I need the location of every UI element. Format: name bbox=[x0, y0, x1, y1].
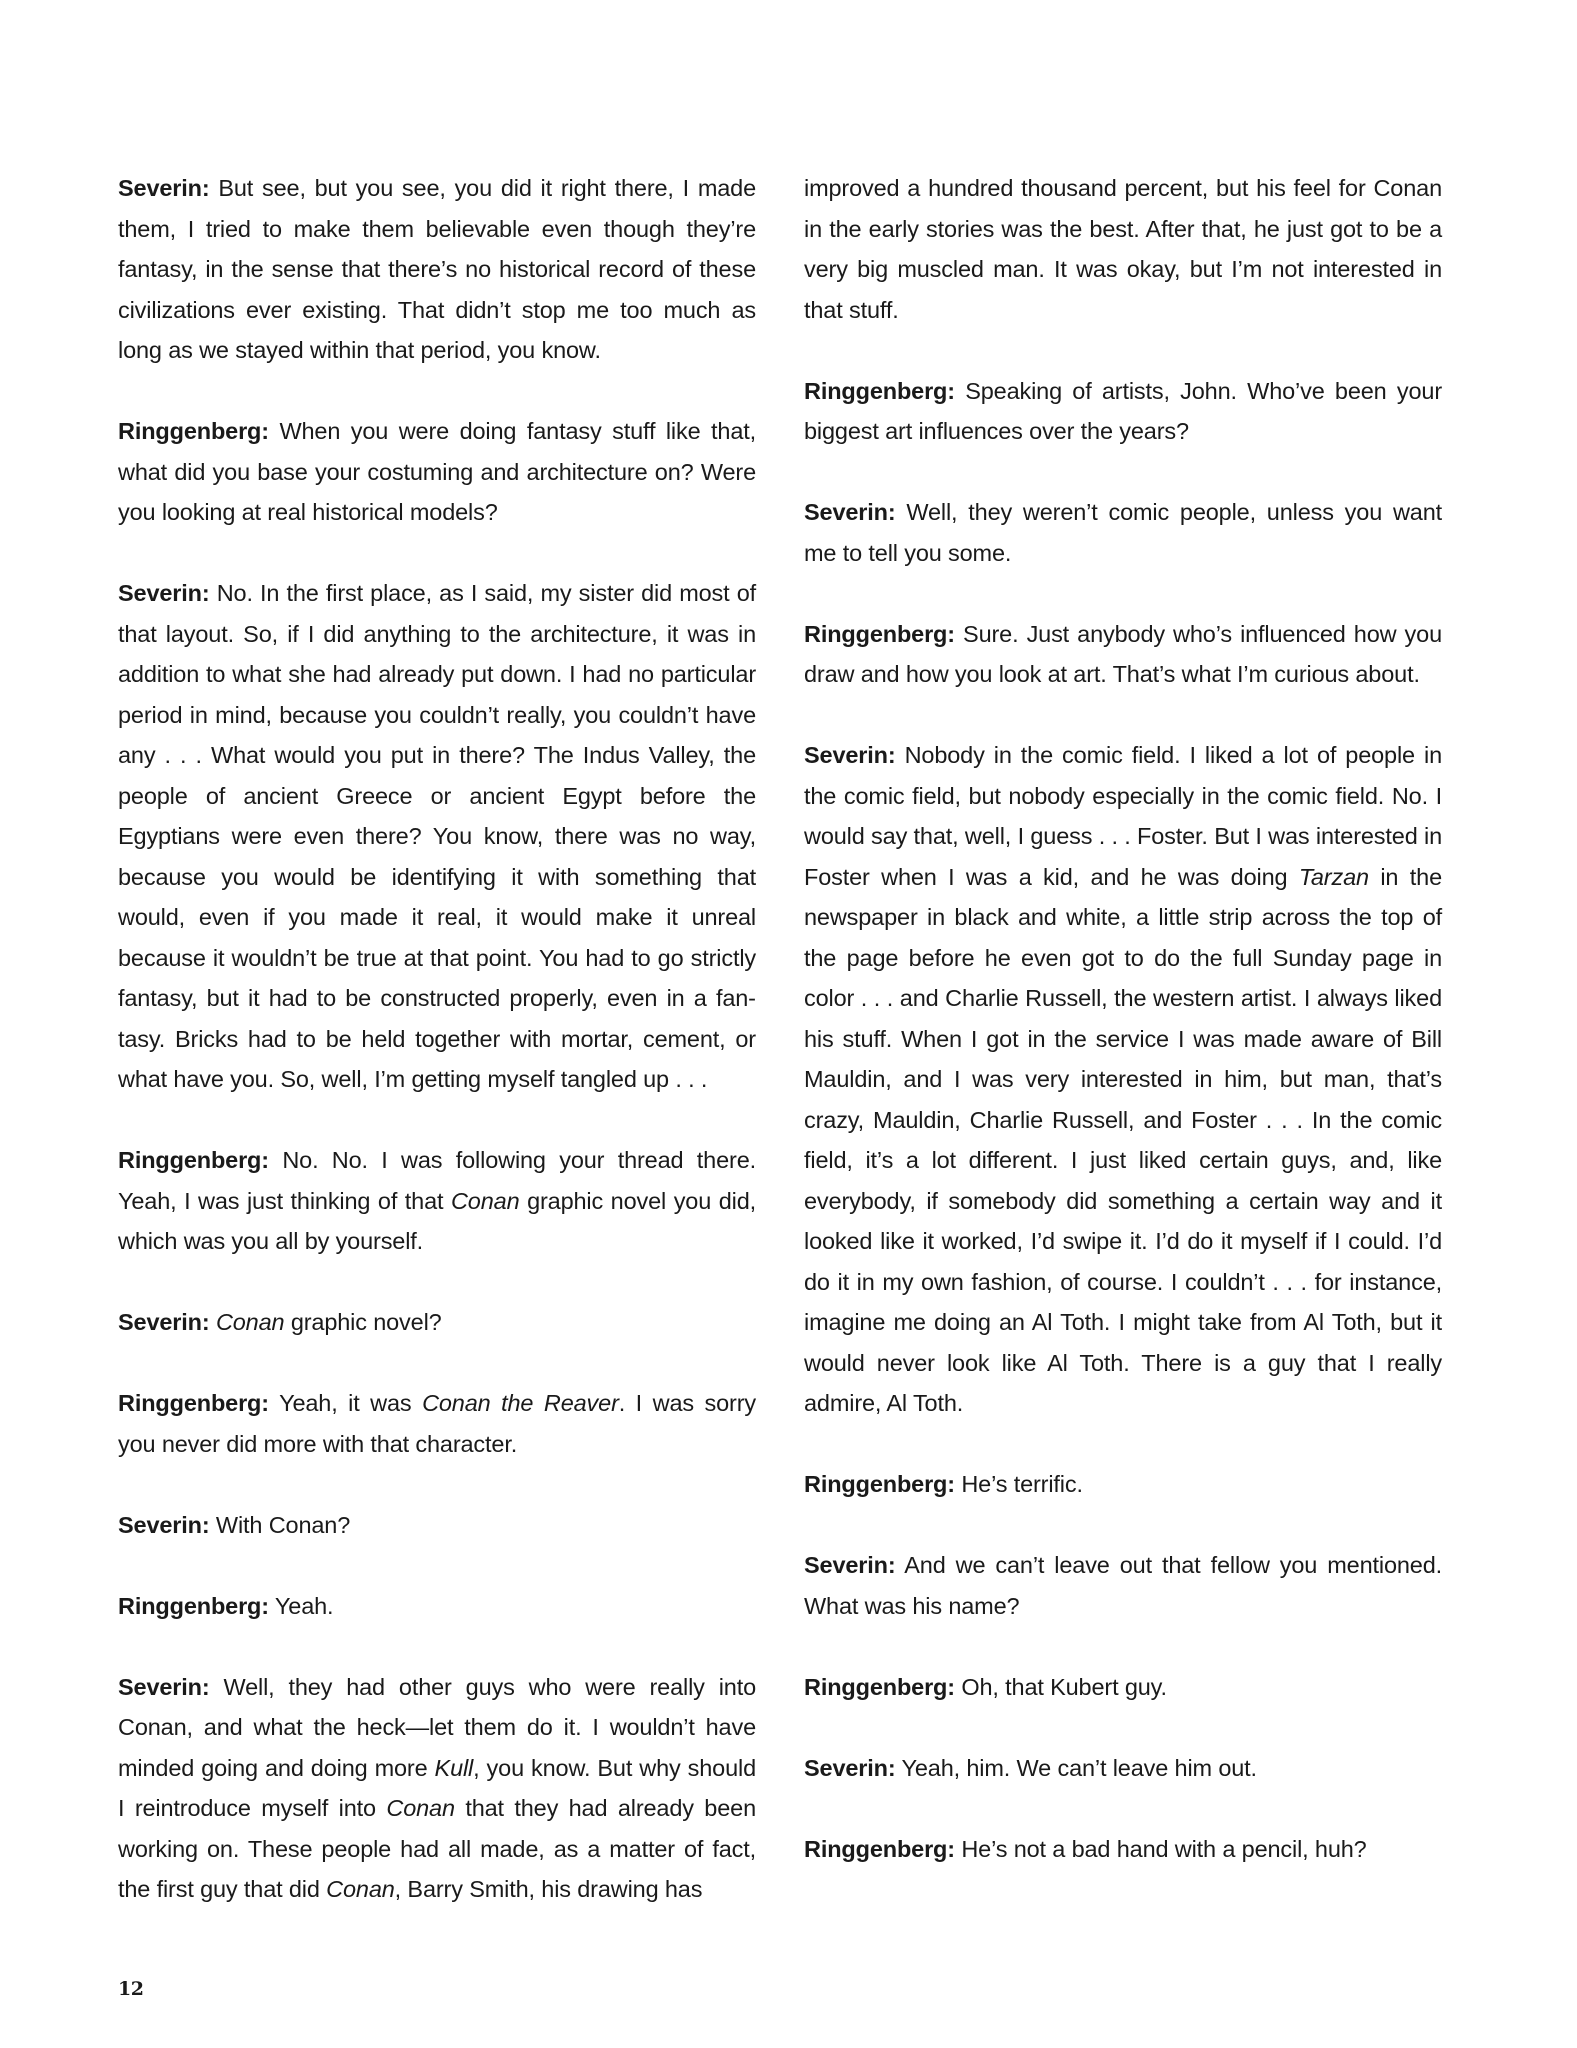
speaker-label: Ringgenberg: bbox=[804, 377, 955, 404]
italic-title: Conan bbox=[386, 1795, 455, 1821]
interview-paragraph bbox=[118, 1505, 756, 1546]
interview-paragraph bbox=[118, 1667, 756, 1910]
italic-title: Conan bbox=[450, 1187, 520, 1214]
right-text-column bbox=[804, 168, 1442, 1910]
paragraph-text: Well, they had other guys who were really into Conan, and what the heck—let them do it. I wouldn’t have minded going and doing more bbox=[118, 1673, 756, 1781]
interview-paragraph bbox=[804, 168, 1442, 330]
speaker-label: Severin: bbox=[804, 1552, 896, 1578]
speaker-label: Ringgenberg: bbox=[804, 1835, 955, 1862]
interview-paragraph bbox=[118, 1586, 756, 1627]
speaker-label: Severin: bbox=[118, 580, 210, 606]
interview-paragraph bbox=[804, 1748, 1442, 1789]
speaker-label: Severin: bbox=[118, 1309, 210, 1335]
page-number: 12 bbox=[118, 1978, 144, 2000]
speaker-label: Ringgenberg: bbox=[804, 1471, 955, 1497]
paragraph-text: Nobody in the comic field. I liked a lot of people in the comic field, but nobody especially in the comic field. No. I would say that, well, I guess . . . Foster. But I was interested in Foster when I was a kid, and he was doing bbox=[804, 742, 1442, 890]
paragraph-text: When you were doing fantasy stuff like that, what did you base your costuming and architecture on? Were you looking at real historical models? bbox=[118, 418, 756, 525]
paragraph-text: improved a hundred thousand percent, but his feel for Conan in the early stories was the best. After that, he just got to be a very big muscled man. It was okay, but I’m not interested in that stuff. bbox=[804, 175, 1442, 323]
paragraph-text: Yeah, him. We can’t leave him out. bbox=[895, 1754, 1257, 1781]
interview-paragraph bbox=[804, 614, 1442, 695]
italic-title: Conan bbox=[326, 1876, 395, 1902]
speaker-label: Severin: bbox=[804, 742, 896, 768]
paragraph-text: With Conan? bbox=[209, 1511, 351, 1538]
paragraph-text: Sure. Just anybody who’s influenced how you draw and how you look at art. That’s what I’m curious about. bbox=[804, 620, 1442, 687]
paragraph-text: , Barry Smith, his drawing has bbox=[394, 1876, 703, 1902]
interview-paragraph bbox=[804, 1464, 1442, 1505]
speaker-label: Ringgenberg: bbox=[118, 1147, 269, 1173]
paragraph-text: No. No. I was following your thread there. Yeah, I was just thinking of that bbox=[118, 1147, 756, 1214]
paragraph-text: He’s terrific. bbox=[954, 1471, 1083, 1497]
paragraph-text: that they had already been working on. These people had all made, as a matter of fact, the first guy that did bbox=[118, 1795, 756, 1902]
paragraph-text: in the newspaper in black and white, a little strip across the top of the page before he even got to do the full Sunday page in color . . . and Charlie Russell, the western artist. I always liked his stuff. When I got in the service I was made aware of Bill Mauldin, and I was very interested in him, but man, that’s crazy, Mauldin, Charlie Russell, and Foster . . . In the comic field, it’s a lot different. I just liked certain guys, and, like everybody, if somebody did something a certain way and it looked like it worked, I’d swipe it. I’d do it myself if I could. I’d do it in my own fashion, of course. I couldn’t . . . for instance, imagine me doing an Al Toth. I might take from Al Toth, but it would never look like Al Toth. There is a guy that I really admire, Al Toth. bbox=[804, 863, 1442, 1416]
paragraph-text: graphic novel? bbox=[284, 1309, 442, 1335]
paragraph-text: graphic novel you did, which was you all by yourself. bbox=[118, 1187, 757, 1254]
interview-paragraph bbox=[118, 1383, 756, 1464]
italic-title: Conan the Reaver bbox=[422, 1390, 619, 1416]
interview-paragraph bbox=[118, 1302, 756, 1343]
speaker-label: Ringgenberg: bbox=[804, 1673, 955, 1700]
italic-title: Kull bbox=[434, 1754, 474, 1781]
paragraph-text: He’s not a bad hand with a pencil, huh? bbox=[954, 1835, 1367, 1862]
italic-title: Conan bbox=[215, 1309, 285, 1335]
interview-paragraph bbox=[804, 1545, 1442, 1626]
paragraph-text: Yeah, it was bbox=[268, 1390, 423, 1416]
interview-paragraph bbox=[118, 1140, 756, 1262]
speaker-label: Severin: bbox=[804, 1754, 896, 1781]
paragraph-text: Speaking of artists, John. Who’ve been your biggest art influences over the years? bbox=[804, 377, 1442, 444]
speaker-label: Severin: bbox=[804, 499, 896, 525]
speaker-label: Ringgenberg: bbox=[804, 620, 955, 647]
paragraph-text: No. In the first place, as I said, my sister did most of that layout. So, if I did anything to the architecture, it was in addition to what she had already put down. I had no particular period in mind, because you couldn’t really, you couldn’t have any . . . What would you put in there? The Indus Valley, the people of ancient Greece or ancient Egypt before the Egyptians were even there? You know, there was no way, because you would be identifying it with something that would, even if you made it real, it would make it unreal because it wouldn’t be true at that point. You had to go strictly fantasy, but it had to be constructed properly, even in a fantasy. Bricks had to be held together with mortar, cement, or what have you. So, well, I’m getting myself tangled up . . . bbox=[118, 580, 756, 1092]
italic-title: Tarzan bbox=[1298, 863, 1369, 890]
paragraph-text: But see, but you see, you did it right there, I made them, I tried to make them believable even though they’re fantasy, in the sense that there’s no historical record of these civilizations ever existing. That didn’t stop me too much as long as we stayed within that period, you know. bbox=[118, 175, 756, 363]
interview-paragraph bbox=[804, 1829, 1442, 1870]
interview-paragraph bbox=[118, 573, 756, 1100]
paragraph-text: . I was sorry you never did more with that character. bbox=[118, 1390, 756, 1457]
interview-paragraph bbox=[804, 1667, 1442, 1708]
paragraph-text: Yeah. bbox=[268, 1592, 334, 1619]
interview-paragraph bbox=[804, 492, 1442, 573]
speaker-label: Ringgenberg: bbox=[118, 1592, 269, 1619]
speaker-label: Ringgenberg: bbox=[118, 1390, 269, 1416]
left-text-column bbox=[118, 168, 756, 1950]
paragraph-text: Well, they weren’t comic people, unless you want me to tell you some. bbox=[804, 499, 1442, 566]
speaker-label: Ringgenberg: bbox=[118, 418, 269, 444]
paragraph-text: , you know. But why should I reintroduce myself into bbox=[118, 1754, 756, 1821]
speaker-label: Severin: bbox=[118, 175, 210, 201]
paragraph-text: Oh, that Kubert guy. bbox=[954, 1673, 1167, 1700]
speaker-label: Severin: bbox=[118, 1511, 210, 1538]
interview-paragraph bbox=[804, 371, 1442, 452]
interview-paragraph bbox=[118, 168, 756, 371]
interview-paragraph bbox=[118, 411, 756, 533]
paragraph-text: And we can’t leave out that fellow you mentioned. What was his name? bbox=[804, 1552, 1442, 1619]
speaker-label: Severin: bbox=[118, 1673, 210, 1700]
interview-paragraph bbox=[804, 735, 1442, 1424]
